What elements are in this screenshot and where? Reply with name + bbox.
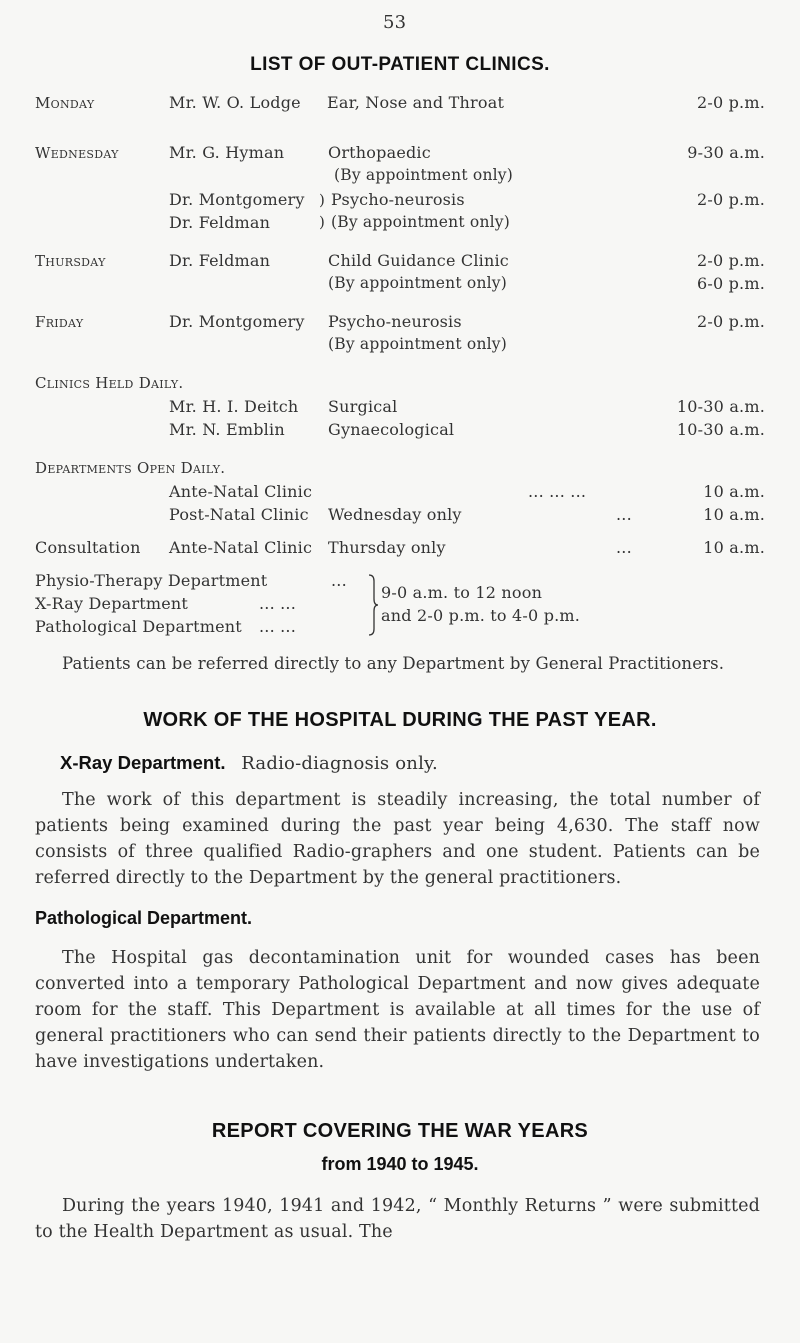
time-consultation: 10 a.m. (703, 538, 765, 557)
time-psycho-wed: 2-0 p.m. (696, 190, 765, 209)
brace-bottom: ) (319, 213, 325, 231)
xray-section-title: X-Ray Department. (60, 752, 226, 773)
time-monday: 2-0 p.m. (696, 93, 765, 112)
dots-postnatal: ... (616, 505, 632, 524)
path-section-body: The Hospital gas decontamination unit for wounded cases has been converted into a temporary Pathological Department and now gives adequate room for the staff. This Department is available at all times for the use of general practitioners who can send their patients directly to the Department to have investigations undertaken. (35, 948, 760, 1072)
doctor-friday: Dr. Montgomery (169, 312, 305, 331)
hours-brace (368, 571, 380, 639)
note-psycho-wed: (By appointment only) (331, 213, 510, 231)
doctor-thursday: Dr. Feldman (169, 251, 271, 270)
doctor-montgomery: Dr. Montgomery (169, 190, 305, 209)
report-heading: REPORT COVERING THE WAR YEARS (211, 1120, 589, 1142)
dots-physio: ... (331, 571, 347, 590)
when-consultation: Thursday only (328, 538, 446, 557)
dept-consultation: Ante-Natal Clinic (169, 538, 313, 557)
day-thursday: Thursday (35, 252, 106, 270)
dept-physio: Physio-Therapy Department (35, 571, 268, 590)
dots-pathological: ... ... (259, 617, 297, 636)
dots-consultation: ... (616, 538, 632, 557)
brace-top: ) (319, 191, 325, 209)
clinic-surgical: Surgical (328, 397, 398, 416)
dept-antenatal: Ante-Natal Clinic (169, 482, 313, 501)
time-friday: 2-0 p.m. (696, 312, 765, 331)
time-thursday-1: 2-0 p.m. (696, 251, 765, 270)
time-antenatal: 10 a.m. (703, 482, 765, 501)
doctor-deitch: Mr. H. I. Deitch (169, 397, 299, 416)
clinic-psycho-wed: Psycho-neurosis (331, 190, 465, 209)
time-thursday-2: 6-0 p.m. (696, 274, 765, 293)
time-gynaecological: 10-30 a.m. (676, 420, 765, 439)
doctor-emblin: Mr. N. Emblin (169, 420, 285, 439)
doctor-feldman: Dr. Feldman (169, 213, 271, 232)
work-heading: WORK OF THE HOSPITAL DURING THE PAST YEAR. (143, 709, 657, 731)
day-monday: Monday (35, 94, 95, 112)
note-child-guidance: (By appointment only) (328, 274, 507, 292)
hours-line-1: 9-0 a.m. to 12 noon (381, 583, 543, 602)
consultation-label: Consultation (35, 538, 141, 557)
note-psycho-fri: (By appointment only) (328, 335, 507, 353)
when-postnatal: Wednesday only (328, 505, 462, 524)
path-section-title: Pathological Department. (35, 908, 253, 928)
clinic-monday: Ear, Nose and Throat (327, 93, 505, 112)
note-orthopaedic: (By appointment only) (334, 166, 513, 184)
dots-xray: ... ... (259, 594, 297, 613)
dept-postnatal: Post-Natal Clinic (169, 505, 309, 524)
xray-section-header (60, 752, 438, 774)
time-orthopaedic: 9-30 a.m. (687, 143, 765, 162)
xray-section-body: The work of this department is steadily increasing, the total number of patients being examined during the past year being 4,630. The staff now consists of three qualified Radio-graphers and one student. Patients can be referred directly to the Department by the general practitioners. (35, 790, 760, 888)
doctor-hyman: Mr. G. Hyman (169, 143, 285, 162)
page-number: 53 (383, 12, 407, 33)
departments-heading: Departments Open Daily. (35, 459, 226, 477)
dept-pathological: Pathological Department (35, 617, 242, 636)
dept-xray: X-Ray Department (35, 594, 189, 613)
xray-section-subtitle: Radio-diagnosis only. (241, 753, 438, 774)
dots-antenatal: ... ... ... (528, 482, 587, 501)
time-surgical: 10-30 a.m. (676, 397, 765, 416)
clinic-orthopaedic: Orthopaedic (328, 143, 431, 162)
time-postnatal: 10 a.m. (703, 505, 765, 524)
hours-line-2: and 2-0 p.m. to 4-0 p.m. (381, 606, 581, 625)
clinics-title: LIST OF OUT-PATIENT CLINICS. (250, 54, 550, 75)
clinic-child-guidance: Child Guidance Clinic (328, 251, 509, 270)
clinic-psycho-fri: Psycho-neurosis (328, 312, 462, 331)
held-daily-heading: Clinics Held Daily. (35, 374, 184, 392)
day-wednesday: Wednesday (35, 144, 119, 162)
clinic-gynaecological: Gynaecological (328, 420, 455, 439)
referral-note: Patients can be referred directly to any Department by General Practitioners. (62, 654, 725, 673)
report-body: During the years 1940, 1941 and 1942, “ Monthly Returns ” were submitted to the Health Department as usual. The (35, 1196, 760, 1242)
day-friday: Friday (35, 313, 84, 331)
report-subheading: from 1940 to 1945. (321, 1154, 479, 1174)
doctor-monday: Mr. W. O. Lodge (169, 93, 301, 112)
